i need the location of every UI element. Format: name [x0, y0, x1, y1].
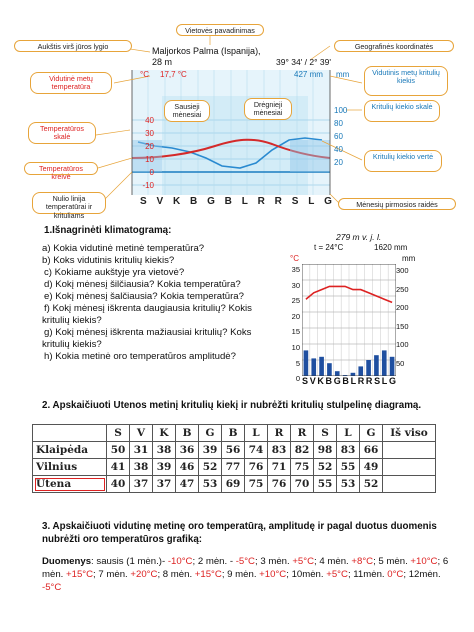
callout-wet-months: Drėgnieji mėnesiai — [244, 98, 292, 120]
data-temp: +15°C — [194, 569, 222, 580]
table-header-cell: R — [291, 425, 314, 442]
table-row — [33, 442, 436, 459]
temp-tick: 30 — [145, 129, 154, 138]
table-cell: 55 — [314, 476, 337, 493]
temp-unit: °C — [140, 70, 149, 79]
mini-precip-axis — [396, 262, 416, 374]
table-cell: 38 — [130, 459, 153, 476]
month-label: B — [190, 196, 198, 207]
table-cell: 56 — [222, 442, 245, 459]
precip-tick: 60 — [334, 132, 343, 141]
table-cell: 83 — [268, 442, 291, 459]
temp-tick: 40 — [145, 116, 154, 125]
mini-month-label: L — [381, 376, 388, 386]
mini-month-label: S — [302, 376, 309, 386]
mean-temp-value: 17,7 °C — [160, 70, 187, 79]
table-cell: 31 — [130, 442, 153, 459]
month-label: V — [156, 196, 164, 207]
table-cell: 52 — [360, 476, 383, 493]
task1-questions — [42, 243, 272, 363]
callout-temp-scale: Temperatūros skalė — [28, 122, 96, 144]
table-row — [33, 459, 436, 476]
data-temp: -10°C — [167, 556, 193, 567]
question-h: h) Kokia metinė oro temperatūros amplitudė? — [44, 351, 236, 362]
precip-unit: mm — [336, 70, 350, 79]
table-cell: 39 — [199, 442, 222, 459]
question-d: d) Kokį mėnesį šilčiausia? Kokia temperatūra? — [44, 279, 241, 290]
mini-precip-tick: 150 — [396, 321, 409, 331]
table-cell: 52 — [199, 459, 222, 476]
table-cell: 76 — [245, 459, 268, 476]
table-cell: 38 — [153, 442, 176, 459]
mini-mean-temp: t = 24°C — [314, 243, 344, 252]
data-month: 6 mėn. — [42, 556, 449, 580]
mini-altitude: 279 m v. j. l. — [336, 232, 382, 242]
table-header-cell: K — [153, 425, 176, 442]
table-header-cell: S — [314, 425, 337, 442]
table-header-cell: L — [245, 425, 268, 442]
table-total-cell[interactable] — [383, 476, 436, 493]
table-corner — [33, 425, 107, 442]
precip-bar — [366, 360, 371, 376]
table-total-cell[interactable] — [383, 442, 436, 459]
table-cell: 74 — [245, 442, 268, 459]
mini-temp-tick: 20 — [291, 311, 300, 321]
question-b: b) Koks vidutinis kritulių kiekis? — [42, 255, 175, 266]
table-cell: 37 — [130, 476, 153, 493]
precip-bar — [319, 357, 324, 376]
question-f: f) Kokį mėnesį iškrenta daugiausia kritulių? Kokis — [44, 303, 252, 314]
table-header-total: Iš viso — [383, 425, 436, 442]
table-row — [33, 476, 436, 493]
table-header-cell: L — [337, 425, 360, 442]
mini-temp-tick: 15 — [291, 327, 300, 337]
data-temp: -5°C — [42, 582, 62, 593]
table-cell: 39 — [153, 459, 176, 476]
precip-tick: 20 — [334, 158, 343, 167]
question-g-cont: kritulių kiekis? — [42, 339, 102, 350]
data-temp: +8°C — [351, 556, 374, 567]
month-label: S — [140, 196, 147, 207]
data-temp: +5°C — [326, 569, 348, 580]
table-cell: 53 — [337, 476, 360, 493]
data-temp: -5°C — [235, 556, 255, 567]
mini-precip-tick: 200 — [396, 303, 409, 313]
table-cell: 53 — [199, 476, 222, 493]
temp-tick: -10 — [142, 181, 154, 190]
table-header-cell: G — [199, 425, 222, 442]
table-cell: 98 — [314, 442, 337, 459]
callout-precip-scale: Kritulių kiekio skalė — [364, 100, 440, 122]
precip-bar — [358, 366, 363, 376]
data-month: 2 mėn. - — [197, 556, 236, 567]
callout-place-name: Vietovės pavadinimas — [176, 24, 264, 36]
callout-altitude: Aukštis virš jūros lygio — [14, 40, 132, 52]
mini-month-axis — [302, 376, 396, 386]
callout-temp-curve: Temperatūros kreivė — [24, 162, 98, 175]
data-label: Duomenys — [42, 556, 92, 567]
data-temp: 0°C — [387, 569, 404, 580]
station-coords: 39° 34' / 2° 39' — [276, 57, 331, 67]
precip-bar — [304, 350, 309, 376]
table-cell: 52 — [314, 459, 337, 476]
mini-precip-tick: 50 — [396, 358, 405, 368]
mini-temp-tick: 35 — [291, 265, 300, 274]
precip-bar — [374, 355, 379, 376]
data-list: sausis (1 mėn.)- -10°C; 2 mėn. - -5°C; 3 mėn. +5°C; 4 mėn. +8°C; 5 mėn. +10°C; 6 mėn. +15°C; 7 mėn. +20°C; 8 mėn. +15°C; 9 mėn. +10°C; 10mėn. +5°C; 11mėn. 0°C; 12mėn. -5°C — [42, 556, 449, 593]
row-label-highlighted: Utena — [33, 476, 107, 493]
table-header-cell: B — [222, 425, 245, 442]
table-cell: 75 — [245, 476, 268, 493]
table-cell: 46 — [176, 459, 199, 476]
table-header-cell: V — [130, 425, 153, 442]
table-cell: 47 — [176, 476, 199, 493]
data-temp: +10°C — [259, 569, 287, 580]
table-cell: 71 — [268, 459, 291, 476]
climatogram-figure — [0, 0, 474, 222]
mini-month-label: G — [333, 376, 341, 386]
table-cell: 50 — [107, 442, 130, 459]
data-temp: +15°C — [66, 569, 94, 580]
mini-month-label: S — [374, 376, 381, 386]
temp-tick: 0 — [149, 168, 154, 177]
mini-month-label: B — [342, 376, 349, 386]
month-label: R — [274, 196, 282, 207]
table-cell: 66 — [360, 442, 383, 459]
mini-month-label: K — [317, 376, 324, 386]
data-month: 12mėn. — [408, 569, 441, 580]
data-month: 7 mėn. — [98, 569, 131, 580]
task3-data: Duomenys: sausis (1 mėn.)- -10°C; 2 mėn. - -5°C; 3 mėn. +5°C; 4 mėn. +8°C; 5 mėn. +10°C; 6 mėn. +15°C; 7 mėn. +20°C; 8 mėn. +15°C; 9 mėn. +10°C; 10mėn. +5°C; 11mėn. 0°C; 12mėn. -5°C — [42, 556, 449, 593]
row-label: Vilnius — [33, 459, 107, 476]
mini-month-label: V — [309, 376, 316, 386]
data-month: 4 mėn. — [319, 556, 352, 567]
mini-temp-tick: 5 — [295, 358, 300, 368]
table-cell: 36 — [176, 442, 199, 459]
precip-total-value: 427 mm — [294, 70, 323, 79]
data-month: 11mėn. — [353, 569, 388, 580]
mini-chart-plot — [302, 264, 396, 376]
mini-month-label: R — [357, 376, 365, 386]
temp-tick: 10 — [145, 155, 154, 164]
mini-month-label: R — [365, 376, 373, 386]
question-c: c) Kokiame aukštyje yra vietovė? — [44, 267, 185, 278]
mini-precip-unit: mm — [402, 254, 416, 263]
callout-zero-line: Nulio linija temperatūrai ir krituliams — [32, 192, 106, 214]
question-a: a) Kokia vidutinė metinė temperatūra? — [42, 243, 205, 254]
table-cell: 77 — [222, 459, 245, 476]
table-cell: 69 — [222, 476, 245, 493]
table-cell: 70 — [291, 476, 314, 493]
data-temp: +10°C — [410, 556, 438, 567]
callout-mean-temp: Vidutinė metų temperatūra — [30, 72, 112, 94]
mini-month-label: G — [388, 376, 396, 386]
table-cell: 37 — [153, 476, 176, 493]
mini-precip-tick: 300 — [396, 266, 409, 275]
mini-temp-tick: 10 — [291, 342, 300, 352]
precip-bar — [390, 357, 395, 376]
station-name — [152, 46, 261, 56]
callout-dry-months: Sausieji mėnesiai — [164, 100, 210, 122]
month-label: R — [257, 196, 265, 207]
data-month: 10mėn. — [291, 569, 327, 580]
month-label: L — [308, 196, 315, 207]
mini-precip-tick: 100 — [396, 340, 409, 350]
precip-tick: 40 — [334, 145, 343, 154]
row-label: Klaipėda — [33, 442, 107, 459]
temp-axis — [136, 114, 154, 192]
month-label: G — [207, 196, 215, 207]
question-g: g) Kokį mėnesį iškrenta mažiausiai kritulių? Koks — [44, 327, 252, 338]
data-temp: +20°C — [130, 569, 158, 580]
table-cell: 76 — [268, 476, 291, 493]
precip-table — [32, 424, 436, 493]
question-f-cont: kritulių kiekis? — [42, 315, 102, 326]
data-month: 9 mėn. — [227, 569, 260, 580]
precip-tick: 100 — [334, 106, 348, 115]
callout-geo-coords: Geografinės koordinatės — [334, 40, 454, 52]
mini-precip-total: 1620 mm — [374, 243, 408, 252]
station-title: Maljorkos Palma — [152, 46, 219, 56]
mini-month-label: L — [350, 376, 357, 386]
precip-axis — [334, 104, 354, 169]
precip-bar — [327, 363, 332, 376]
temp-tick: 20 — [145, 142, 154, 151]
station-country: (Ispanija), — [221, 46, 261, 56]
precip-tick: 80 — [334, 119, 343, 128]
table-cell: 82 — [291, 442, 314, 459]
month-label: L — [241, 196, 248, 207]
table-cell: 75 — [291, 459, 314, 476]
task2-heading: 2. Apskaičiuoti Utenos metinį kritulių kiekį ir nubrėžti kritulių stulpelinę diagramą. — [42, 400, 422, 411]
table-cell: 83 — [337, 442, 360, 459]
precip-bar — [382, 350, 387, 376]
mini-temp-tick: 25 — [291, 296, 300, 306]
station-altitude: 28 m — [152, 57, 173, 67]
data-month: sausis (1 mėn.)- — [96, 556, 168, 567]
table-header-cell: R — [268, 425, 291, 442]
callout-mean-precip: Vidutinis metų kritulių kiekis — [364, 66, 448, 96]
precip-table-wrap — [32, 424, 436, 493]
data-temp: +5°C — [292, 556, 315, 567]
table-header-cell: G — [360, 425, 383, 442]
data-month: 3 mėn. — [260, 556, 293, 567]
table-cell: 49 — [360, 459, 383, 476]
month-label: S — [291, 196, 299, 207]
table-header-cell: B — [176, 425, 199, 442]
mini-temp-tick: 0 — [295, 374, 300, 384]
task3-heading: 3. Apskaičiuoti vidutinę metinę oro temperatūrą, amplitudę ir pagal duotus duomenis nubrėžti oro temperatūros grafiką: — [42, 521, 437, 545]
table-cell: 41 — [107, 459, 130, 476]
month-axis — [140, 196, 332, 207]
question-e: e) Kokį mėnesį šalčiausia? Kokia temperatūra? — [44, 291, 244, 302]
mini-precip-tick: 250 — [396, 284, 409, 294]
table-cell: 55 — [337, 459, 360, 476]
mini-month-label: B — [325, 376, 333, 386]
month-label: K — [172, 196, 181, 207]
mini-temp-axis — [286, 262, 300, 387]
mini-climatogram — [286, 232, 416, 392]
data-month: 5 mėn. — [378, 556, 411, 567]
precip-bar — [311, 358, 316, 376]
callout-precip-value: Kritulių kiekio vertė — [364, 150, 442, 172]
table-cell: 40 — [107, 476, 130, 493]
mini-temp-unit: °C — [290, 254, 299, 263]
month-label: G — [324, 196, 332, 207]
data-month: 8 mėn. — [162, 569, 195, 580]
mini-temp-tick: 30 — [291, 280, 300, 290]
table-header-row — [33, 425, 436, 442]
task1-heading: 1.Išnagrinėti klimatogramą: — [44, 225, 172, 236]
table-total-cell[interactable] — [383, 459, 436, 476]
table-header-cell: S — [107, 425, 130, 442]
callout-month-letters: Mėnesių pirmosios raidės — [338, 198, 456, 210]
month-label: B — [224, 196, 232, 207]
